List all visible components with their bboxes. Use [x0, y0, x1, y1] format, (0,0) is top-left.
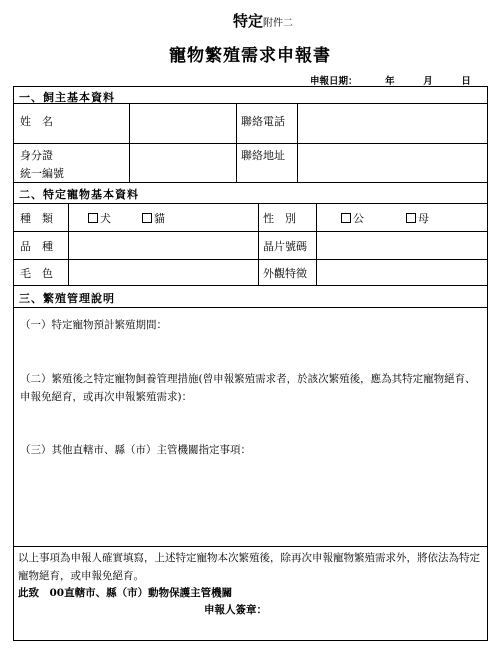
breed-field[interactable]	[70, 233, 256, 258]
color-label: 毛 色	[20, 267, 53, 280]
species-dog-option[interactable]	[88, 210, 111, 226]
management-measures-field[interactable]	[16, 409, 485, 437]
address-field[interactable]	[299, 145, 485, 181]
annex-tag	[233, 10, 293, 31]
species-label: 種 類	[20, 212, 53, 225]
date-year: 年	[385, 76, 395, 87]
male-label: 公	[353, 212, 364, 225]
phone-label: 聯絡電話	[241, 115, 285, 128]
address-label: 聯絡地址	[241, 149, 285, 162]
male-checkbox[interactable]	[341, 213, 351, 223]
id-label-line2: 統一編號	[20, 167, 64, 180]
owner-name-label: 姓 名	[20, 115, 53, 128]
gender-male-option[interactable]	[341, 210, 364, 226]
id-label-line1: 身分證	[20, 149, 53, 162]
appearance-label: 外觀特徵	[263, 267, 307, 280]
post-breeding-management-item: （二）繁殖後之特定寵物飼養管理措施(曾申報繁殖需求者，於該次繁殖後，應為其特定寵物絕育、申報免絕育，或再次申報繁殖需求)：	[20, 373, 476, 403]
id-number-field[interactable]	[131, 145, 234, 181]
section2-heading: 二、特定寵物基本資料	[19, 188, 139, 201]
document-title: 寵物繁殖需求申報書	[169, 46, 331, 66]
addressee-line: 此致 00直轄市、縣（市）動物保護主管機關	[18, 587, 233, 599]
gender-female-option[interactable]	[406, 210, 429, 226]
section3-heading: 三、繁殖管理說明	[19, 292, 115, 305]
signature-label: 申報人簽章：	[204, 604, 267, 616]
other-requirements-item: （三）其他直轄市、縣（市）主管機關指定事項：	[20, 444, 251, 456]
date-day: 日	[461, 76, 471, 87]
signature-field[interactable]	[282, 599, 482, 619]
owner-name-field[interactable]	[131, 105, 234, 141]
breeding-period-item: （一）特定寵物預計繁殖期間：	[20, 319, 167, 331]
cat-label: 貓	[154, 212, 165, 225]
chip-field[interactable]	[318, 233, 485, 258]
date-month: 月	[423, 76, 433, 87]
dog-checkbox[interactable]	[88, 213, 98, 223]
cat-checkbox[interactable]	[142, 213, 152, 223]
declaration-date	[310, 73, 471, 87]
section1-heading: 一、飼主基本資料	[19, 91, 115, 104]
application-form	[13, 86, 488, 641]
color-field[interactable]	[70, 261, 256, 284]
other-requirements-field[interactable]	[16, 461, 485, 543]
chip-label: 晶片號碼	[263, 240, 307, 253]
gender-label: 性 別	[263, 212, 296, 225]
female-checkbox[interactable]	[406, 213, 416, 223]
date-label: 申報日期：	[310, 76, 358, 87]
breeding-period-field[interactable]	[16, 335, 485, 365]
appearance-field[interactable]	[318, 261, 485, 284]
breed-label: 品 種	[20, 240, 53, 253]
dog-label: 犬	[100, 212, 111, 225]
annex-tag-sub: 附件二	[263, 18, 294, 29]
phone-field[interactable]	[299, 105, 485, 141]
species-cat-option[interactable]	[142, 210, 165, 226]
annex-tag-main: 特定	[233, 12, 264, 30]
declaration-statement: 以上事項為申報人確實填寫，上述特定寵物本次繁殖後，除再次申報寵物繁殖需求外，將依法為特定寵物絕育，或申報免絕育。	[18, 552, 480, 582]
female-label: 母	[418, 212, 429, 225]
